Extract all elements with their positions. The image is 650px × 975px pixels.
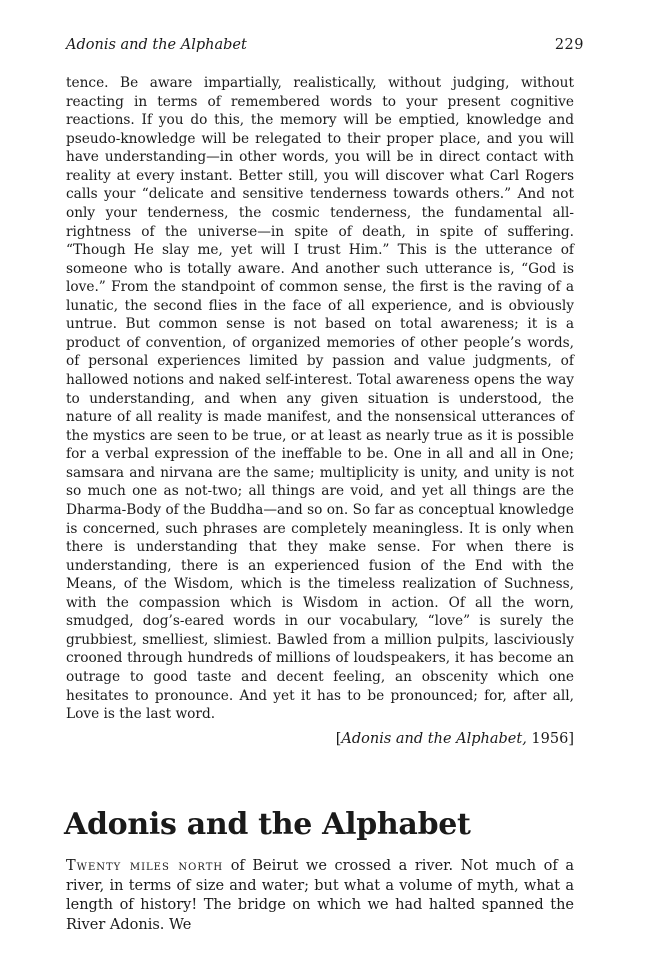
chapter-lead-in: Twenty miles north (66, 858, 224, 874)
citation-year: 1956 (526, 731, 569, 747)
chapter-title: Adonis and the Alphabet (64, 807, 471, 842)
chapter-opening-text: of Beirut we crossed a river. Not much of a river, in terms of size and water; but what a volume of myth, what a length of history! The bridge on which we had halted spanned the River Adonis. We (66, 858, 574, 933)
page-number: 229 (554, 37, 584, 53)
source-citation (336, 729, 574, 749)
citation-open-bracket: [ (335, 731, 342, 747)
running-head (66, 37, 584, 59)
citation-work-title: Adonis and the Alphabet, (341, 731, 527, 747)
citation-close-bracket: ] (568, 731, 574, 747)
chapter-opening-paragraph (66, 857, 574, 936)
body-paragraph: tence. Be aware impartially, realistically, without judging, without reacting in terms of remembered words to your present cognitive reactions. If you do this, the memory will be emptied, knowledge and pseudo-knowledge will be relegated to their proper place, and you will have understanding—in other words, you will be in direct contact with reality at every instant. Better still, you will discover what Carl Rogers calls your “delicate and sensitive tenderness towards others.” And not only your tenderness, the cosmic tenderness, the fundamental all-rightness of the universe—in spite of death, in spite of suffering. “Though He slay me, yet will I trust Him.” This is the utterance of someone who is totally aware. And another such utterance is, “God is love.” From the standpoint of common sense, the first is the raving of a lunatic, the second flies in the face of all experience, and is obviously untrue. But common sense is not based on total awareness; it is a product of convention, of organized memories of other people’s words, of personal experiences limited by passion and value judgments, of hallowed notions and naked self-interest. Total awareness opens the way to understanding, and when any given situation is understood, the nature of all reality is made manifest, and the nonsensical utterances of the mystics are seen to be true, or at least as nearly true as it is possible for a verbal expression of the ineffable to be. One in all and all in One; samsara and nirvana are the same; multiplicity is unity, and unity is not so much one as not-two; all things are void, and yet all things are the Dharma-Body of the Buddha—and so on. So far as conceptual knowledge is concerned, such phrases are completely meaningless. It is only when there is understanding that they make sense. For when there is understanding, there is an experienced fusion of the End with the Means, of the Wisdom, which is the timeless realization of Suchness, with the compassion which is Wisdom in action. Of all the worn, smudged, dog’s-eared words in our vocabulary, “love” is surely the grubbiest, smelliest, slimiest. Bawled from a million pulpits, lasciviously crooned through hundreds of millions of loudspeakers, it has become an outrage to good taste and decent feeling, an obscenity which one hesitates to pronounce. And yet it has to be pronounced; for, after all, Love is the last word. (66, 75, 574, 723)
running-title: Adonis and the Alphabet (66, 37, 247, 53)
